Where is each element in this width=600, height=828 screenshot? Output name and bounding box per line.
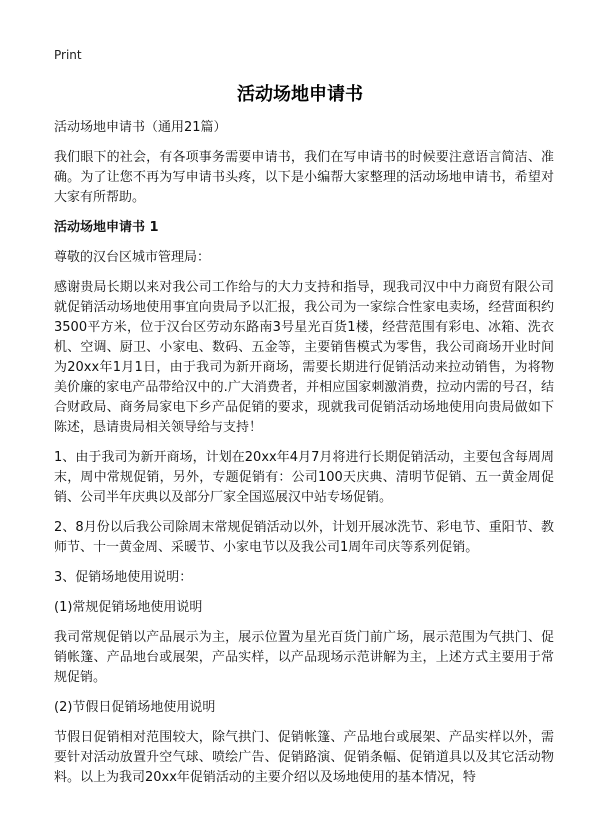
intro-paragraph: 我们眼下的社会，有各项事务需要申请书，我们在写申请书的时候要注意语言简洁、准确。为了让您不再为写申请书头疼，以下是小编帮大家整理的活动场地申请书，希望对大家有所帮助。 (54, 150, 554, 205)
document-subtitle: 活动场地申请书（通用21篇） (54, 120, 227, 135)
list-item-1: 1、由于我司为新开商场，计划在20xx年4月7月将进行长期促销活动，主要包含每周周末，周中常规促销，另外，专题促销有：公司100天庆典、清明节促销、五一黄金周促销、公司半年庆典以及部分厂家全国巡展汉中站专场促销。 (54, 450, 554, 505)
subsection-body-1: 我司常规促销以产品展示为主，展示位置为星光百货门前广场，展示范围为气拱门、促销帐篷、产品地台或展架，产品实样，以产品现场示范讲解为主，上述方式主要用于常规促销。 (54, 630, 554, 685)
document-body (54, 118, 554, 798)
subsection-body-2: 节假日促销相对范围较大，除气拱门、促销帐篷、产品地台或展架、产品实样以外，需要针对活动放置升空气球、喷绘广告、促销路演、促销条幅、促销道具以及其它活动物料。以上为我司20xx年促销活动的主要介绍以及场地使用的基本情况，特 (54, 730, 554, 785)
list-item-3: 3、促销场地使用说明： (54, 570, 193, 585)
subsection-heading-2: (2)节假日促销场地使用说明 (54, 700, 216, 715)
list-item-2: 2、8月份以后我公司除周末常规促销活动以外，计划开展冰洗节、彩电节、重阳节、教师节、十一黄金周、采暖节、小家电节以及我公司1周年司庆等系列促销。 (54, 520, 554, 555)
document-title: 活动场地申请书 (237, 84, 363, 105)
print-link[interactable]: Print (54, 48, 82, 62)
section-heading: 活动场地申请书 1 (54, 220, 159, 235)
body-paragraph: 感谢贵局长期以来对我公司工作给与的大力支持和指导，现我司汉中中力商贸有限公司就促销活动场地使用事宜向贵局予以汇报，我公司为一家综合性家电卖场，经营面积约3500平方米，位于汉台区劳动东路南3号星光百货1楼，经营范围有彩电、冰箱、洗衣机、空调、厨卫、小家电、数码、五金等，主要销售模式为零售，我公司商场开业时间为20xx年1月1日，由于我司为新开商场，需要长期进行促销活动来拉动销售，为将物美价廉的家电产品带给汉中的.广大消费者，并相应国家刺激消费，拉动内需的号召，结合财政局、商务局家电下乡产品促销的要求，现就我司促销活动场地使用向贵局做如下陈述，恳请贵局相关领导给与支持！ (54, 280, 554, 435)
subsection-heading-1: (1)常规促销场地使用说明 (54, 600, 203, 615)
salutation: 尊敬的汉台区城市管理局： (54, 250, 211, 265)
